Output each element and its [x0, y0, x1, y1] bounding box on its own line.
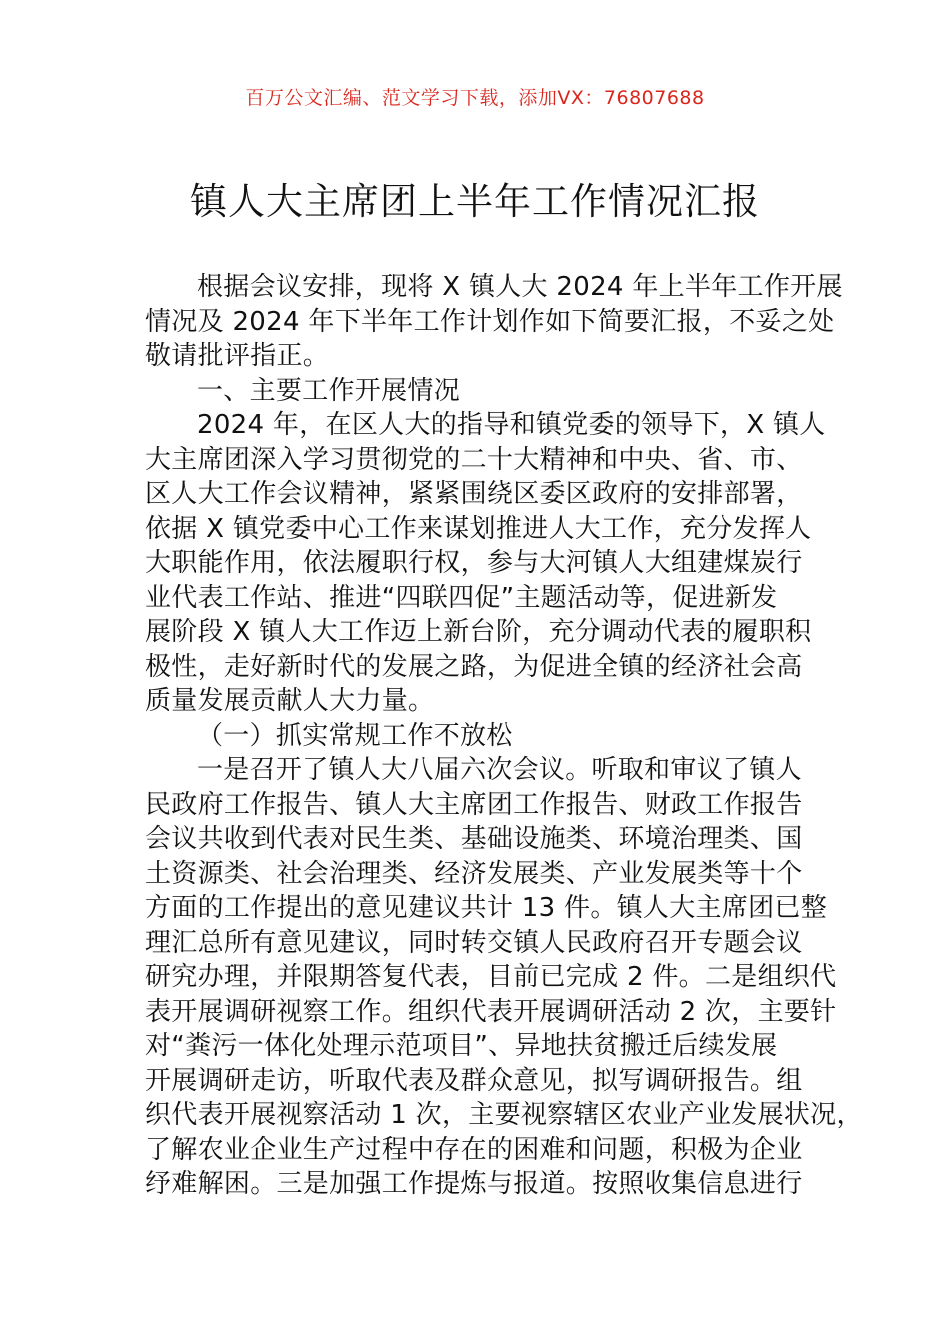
subsection-heading: （一）抓实常规工作不放松: [197, 720, 513, 751]
paragraph-line: 依据 X 镇党委中心工作来谋划推进人大工作，充分发挥人: [145, 513, 812, 544]
watermark-header-note: 百万公文汇编、范文学习下载，添加VX：76807688: [245, 87, 705, 109]
paragraph-line: 大职能作用，依法履职行权，参与大河镇人大组建煤炭行: [145, 548, 803, 578]
paragraph-line: 会议共收到代表对民生类、基础设施类、环境治理类、国: [145, 824, 803, 854]
paragraph-line: 极性，走好新时代的发展之路，为促进全镇的经济社会高: [145, 651, 803, 682]
paragraph-line: 研究办理，并限期答复代表，目前已完成 2 件。二是组织代: [145, 962, 837, 992]
paragraph-line: 大主席团深入学习贯彻党的二十大精神和中央、省、市、: [145, 444, 803, 475]
paragraph-line: 开展调研走访，听取代表及群众意见，拟写调研报告。组: [145, 1065, 803, 1096]
paragraph-line: 民政府工作报告、镇人大主席团工作报告、财政工作报告: [145, 789, 803, 820]
paragraph-line: 敬请批评指正。: [145, 341, 330, 371]
paragraph-line: 对“粪污一体化处理示范项目”、异地扶贫搬迁后续发展: [145, 1031, 778, 1061]
document-body: [145, 270, 863, 1202]
paragraph-line: 质量发展贡献人大力量。: [145, 686, 435, 716]
paragraph-line: 土资源类、社会治理类、经济发展类、产业发展类等十个: [145, 858, 803, 889]
paragraph-line: 方面的工作提出的意见建议共计 13 件。镇人大主席团已整: [145, 893, 828, 923]
paragraph-line: 情况及 2024 年下半年工作计划作如下简要汇报，不妥之处: [145, 306, 835, 337]
paragraph-line: 理汇总所有意见建议，同时转交镇人民政府召开专题会议: [145, 927, 803, 958]
section-heading: 一、主要工作开展情况: [197, 375, 461, 406]
paragraph-line: 展阶段 X 镇人大工作迈上新台阶，充分调动代表的履职积: [145, 617, 812, 647]
paragraph-line: 根据会议安排，现将 X 镇人大 2024 年上半年工作开展: [197, 272, 843, 302]
paragraph-line: 了解农业企业生产过程中存在的困难和问题，积极为企业: [145, 1134, 803, 1165]
paragraph-line: 纾难解困。三是加强工作提炼与报道。按照收集信息进行: [145, 1169, 803, 1199]
document-title: 镇人大主席团上半年工作情况汇报: [190, 180, 760, 223]
paragraph-line: 2024 年，在区人大的指导和镇党委的领导下，X 镇人: [197, 410, 826, 440]
paragraph-line: 表开展调研视察工作。组织代表开展调研活动 2 次，主要针: [145, 996, 837, 1027]
paragraph-line: 区人大工作会议精神，紧紧围绕区委区政府的安排部署，: [145, 479, 803, 509]
paragraph-line: 一是召开了镇人大八届六次会议。听取和审议了镇人: [197, 755, 802, 785]
paragraph-line: 业代表工作站、推进“四联四促”主题活动等，促进新发: [145, 582, 778, 613]
paragraph-line: 织代表开展视察活动 1 次，主要视察辖区农业产业发展状况，: [145, 1100, 863, 1130]
